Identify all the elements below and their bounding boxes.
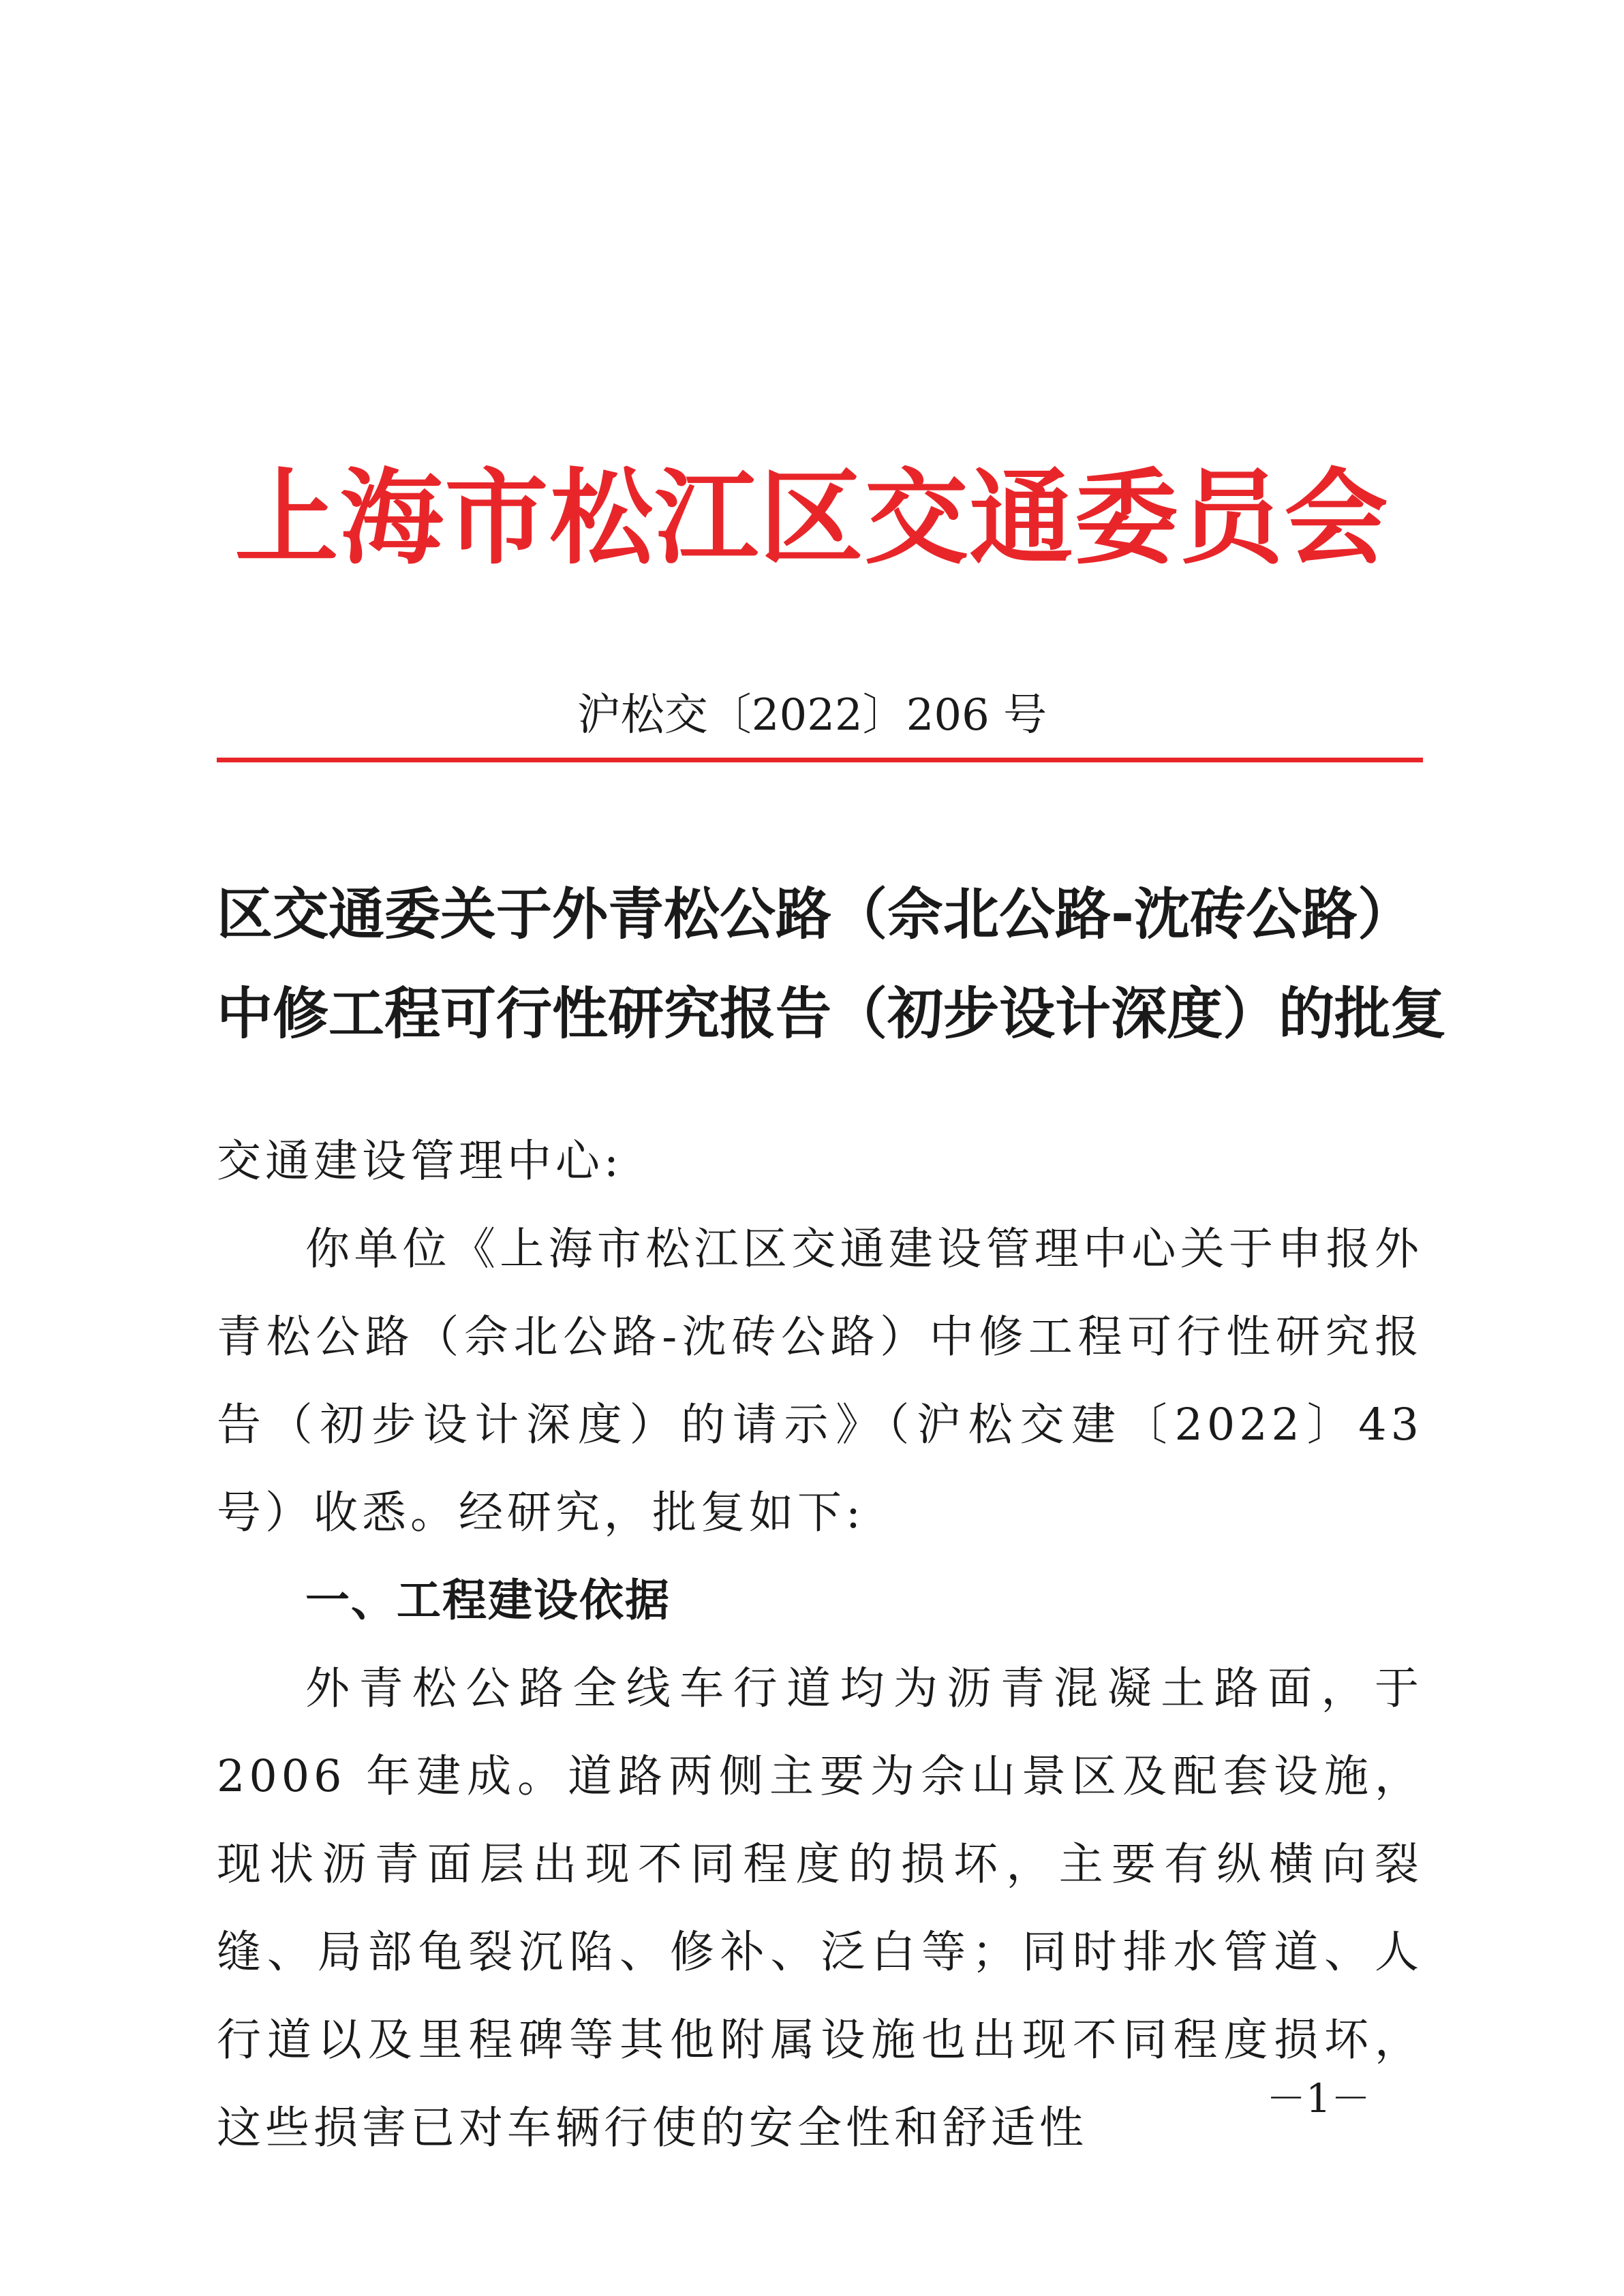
red-divider-line	[217, 758, 1423, 762]
body-paragraph-2: 外青松公路全线车行道均为沥青混凝土路面，于 2006 年建成。道路两侧主要为佘山景区及配套设施，现状沥青面层出现不同程度的损坏，主要有纵横向裂缝、局部龟裂沉陷、修补、泛白等；同时排水管道、人行道以及里程碑等其他附属设施也出现不同程度损坏，这些损害已对车辆行使的安全性和舒适性	[217, 1663, 1423, 2154]
document-body	[217, 1117, 1423, 2172]
document-number: 沪松交〔2022〕206 号	[577, 690, 1047, 741]
title-line-1: 区交通委关于外青松公路（佘北公路-沈砖公路）	[217, 882, 1414, 947]
body-paragraph-1: 你单位《上海市松江区交通建设管理中心关于申报外青松公路（佘北公路-沈砖公路）中修工程可行性研究报告（初步设计深度）的请示》（沪松交建〔2022〕43 号）收悉。经研究，批复如下:	[217, 1224, 1423, 1538]
issuer-name: 上海市松江区交通委员会	[234, 456, 1390, 578]
section-heading-1: 一、工程建设依据	[305, 1575, 671, 1626]
document-title	[217, 865, 1447, 1064]
title-line-2: 中修工程可行性研究报告（初步设计深度）的批复	[217, 982, 1447, 1046]
page-number: －1－	[1266, 2075, 1370, 2122]
addressee: 交通建设管理中心:	[217, 1136, 623, 1187]
